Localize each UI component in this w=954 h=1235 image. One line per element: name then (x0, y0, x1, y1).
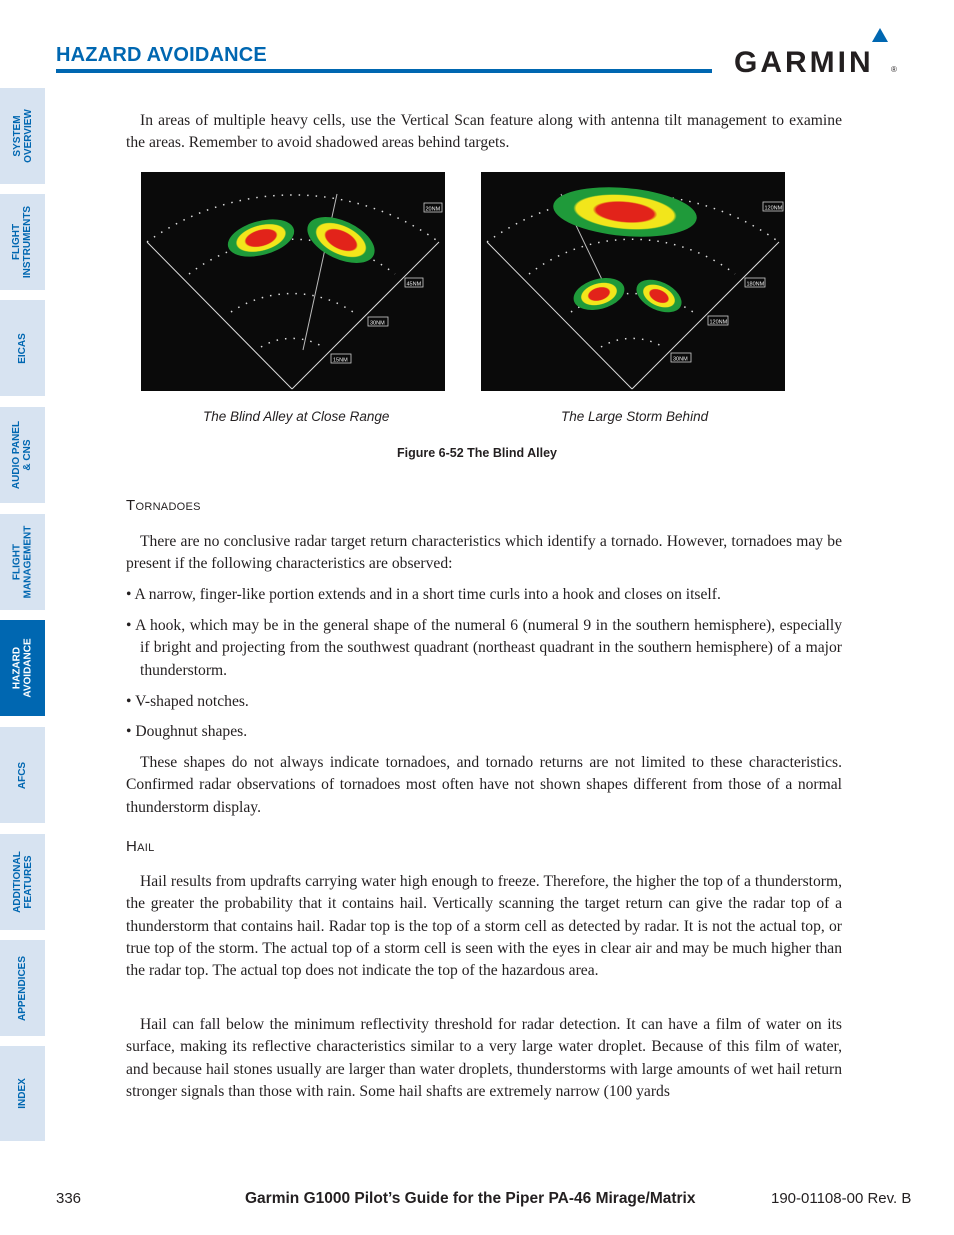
tab-label: EICAS (17, 332, 28, 364)
header-rule (56, 69, 712, 73)
range-ring-4 (261, 338, 323, 347)
storm-cell-large (551, 182, 699, 242)
tab-system-overview[interactable] (0, 88, 45, 184)
range-label: 15NM (333, 357, 348, 364)
range-ring-3 (231, 294, 353, 312)
heading-hail: Hail (126, 838, 155, 855)
tab-label: HAZARD AVOIDANCE (11, 638, 34, 698)
tab-flight-instruments[interactable] (0, 194, 45, 290)
intro-paragraph: In areas of multiple heavy cells, use the Vertical Scan feature along with antenna tilt management to examine the areas. Remember to avoid shadowed areas behind targets. (126, 112, 842, 152)
heading-tornadoes: Tornadoes (126, 497, 201, 514)
tornadoes-intro: There are no conclusive radar target return characteristics which identify a tornado. However, tornadoes may be present if the following characteristics are observed: (126, 533, 842, 573)
tab-label: AFCS (16, 761, 28, 789)
tornadoes-closing: These shapes do not always indicate tornadoes, and tornado returns are not limited to these characteristics. Confirmed radar observations of tornadoes most often have not shown shapes different from those of a normal thunderstorm display. (126, 754, 842, 816)
tab-label: INDEX (17, 1078, 28, 1109)
tab-label: AUDIO PANEL & CNS (11, 420, 34, 490)
tab-label: FLIGHT MANAGEMENT (11, 525, 34, 599)
sector-edge-left (147, 242, 292, 389)
guide-title: Garmin G1000 Pilot’s Guide for the Piper PA-46 Mirage/Matrix (245, 1190, 696, 1207)
radar-image-large-storm (481, 172, 785, 391)
storm-cell-right (300, 208, 381, 273)
range-label: 30NM (370, 320, 385, 327)
scan-line (303, 194, 337, 350)
range-label: 180NM (746, 281, 765, 288)
tab-appendices[interactable] (0, 940, 45, 1036)
tab-hazard-avoidance[interactable] (0, 620, 45, 716)
figure-caption-right: The Large Storm Behind (561, 409, 709, 424)
tab-label: FLIGHT INSTRUMENTS (11, 205, 34, 279)
tornado-bullet: • A narrow, finger-like portion extends and in a short time curls into a hook and closes on itself. (126, 586, 721, 603)
tab-additional-features[interactable] (0, 834, 45, 930)
tab-label: APPENDICES (17, 955, 29, 1021)
range-label: 120NM (709, 319, 728, 326)
hail-paragraph-2: Hail can fall below the minimum reflectivity threshold for radar detection. It can have a film of water on its surface, making its reflective characteristics similar to a very large water droplet. Because of this film of water, and because hail stones usually are larger than water droplets, thunderstorms with large amounts of wet hail return stronger signals than those with rain. Some hail shafts are extremely narrow (100 yards (126, 1016, 842, 1100)
hail-paragraph-1: Hail results from updrafts carrying water high enough to freeze. Therefore, the higher the top of a thunderstorm, the greater the probability that it contains hail. Vertically scanning the target return can give the radar top of a thunderstorm that contains hail. Radar top is the top of a storm cell as detected by radar. It is not the actual top, or true top of the storm. The actual top of a storm cell is seen with the eyes in clear air and may be much higher than the radar top. The actual top does not indicate the top of the hazardous area. (126, 873, 842, 980)
range-ring-2 (529, 239, 735, 274)
storm-cell-left (224, 213, 298, 263)
tab-flight-management[interactable] (0, 514, 45, 610)
page-number: 336 (56, 1190, 82, 1207)
range-label: 20NM (425, 206, 441, 213)
garmin-logo-triangle (872, 28, 888, 42)
tornado-bullet: • A hook, which may be in the general shape of the numeral 6 (numeral 9 in the southern hemisphere), especially if bright and projecting from the southwest quadrant (northeast quadrant in the southern hemisphere) of a major thunderstorm. (126, 617, 842, 679)
sector-edge-right (632, 242, 779, 389)
tornado-bullet: • V-shaped notches. (126, 693, 249, 710)
section-title: HAZARD AVOIDANCE (56, 44, 267, 66)
radar-image-close-range (141, 172, 445, 391)
garmin-logo (732, 26, 898, 76)
range-label: 120NM (764, 205, 783, 212)
sector-edge-right (292, 242, 439, 389)
tab-label: ADDITIONAL FEATURES (11, 851, 34, 913)
tab-eicas[interactable] (0, 300, 45, 396)
storm-cell-left (570, 273, 628, 315)
tab-label: SYSTEM OVERVIEW (11, 109, 34, 163)
storm-cell-right (631, 273, 686, 319)
range-ring-4 (601, 338, 663, 347)
figure-caption-left: The Blind Alley at Close Range (203, 409, 390, 424)
figure-title: Figure 6-52 The Blind Alley (397, 446, 557, 460)
tab-afcs[interactable] (0, 727, 45, 823)
range-label: 45NM (406, 281, 422, 288)
garmin-logo-registered: ® (891, 65, 897, 74)
garmin-logo-text: GARMIN (734, 46, 874, 76)
tab-index[interactable] (0, 1046, 45, 1141)
document-number: 190-01108-00 Rev. B (771, 1190, 912, 1207)
tornado-bullet: • Doughnut shapes. (126, 723, 248, 740)
sector-edge-left (487, 242, 632, 389)
range-label: 30NM (673, 356, 688, 363)
